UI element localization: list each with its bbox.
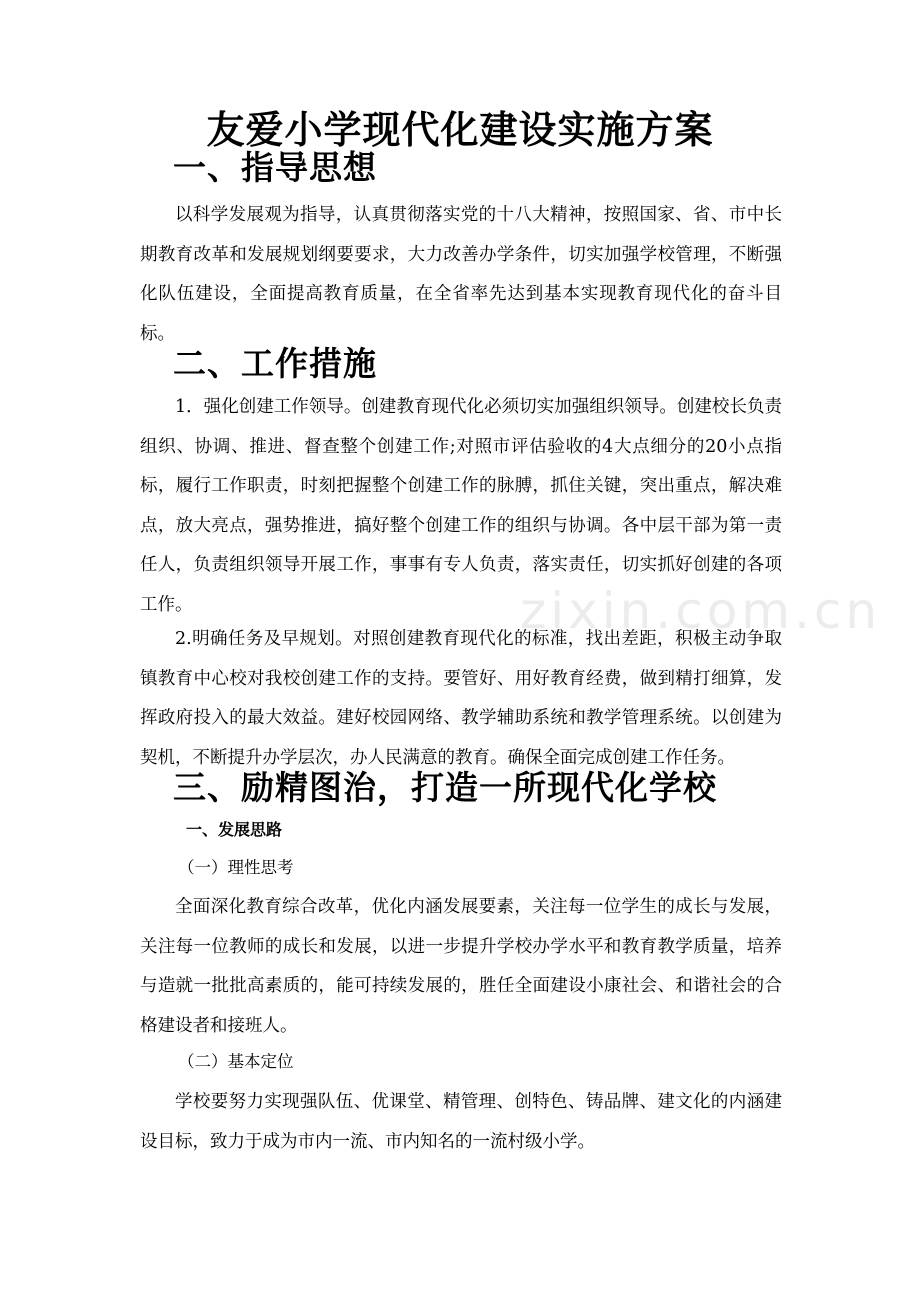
section-2-heading: 二、工作措施 xyxy=(173,344,377,383)
part-2-paragraph: 学校要努力实现强队伍、优课堂、精管理、创特色、铸品牌、建文化的内涵建设目标，致力于成为市内一流、市内知名的一流村级小学。 xyxy=(140,1092,782,1152)
section-1-paragraph: 以科学发展观为指导，认真贯彻落实党的十八大精神，按照国家、省、市中长期教育改革和发展规划纲要要求，大力改善办学条件，切实加强学校管理，不断强化队伍建设，全面提高教育质量，在全省率先达到基本实现教育现代化的奋斗目标。 xyxy=(140,205,782,344)
section-2-paragraph-1: 1．强化创建工作领导。创建教育现代化必须切实加强组织领导。创建校长负责组织、协调、推进、督查整个创建工作;对照市评估验收的4大点细分的20小点指标，履行工作职责，时刻把握整个创建工作的脉膊，抓住关键，突出重点，解决难点，放大亮点，强势推进，搞好整个创建工作的组织与协调。各中层干部为第一责任人，负责组织领导开展工作，事事有专人负责，落实责任，切实抓好创建的各项工作。 xyxy=(140,397,782,615)
section-3-subheading: 一、发展思路 xyxy=(186,820,283,839)
part-2-label: （二）基本定位 xyxy=(178,1052,294,1071)
part-1-paragraph: 全面深化教育综合改革，优化内涵发展要素，关注每一位学生的成长与发展，关注每一位教师的成长和发展，以进一步提升学校办学水平和教育教学质量，培养与造就一批批高素质的，能可持续发展的，胜任全面建设小康社会、和谐社会的合格建设者和接班人。 xyxy=(140,897,782,1036)
watermark: zixin.com.cn xyxy=(520,582,882,640)
section-2-paragraph-2: 2.明确任务及早规划。对照创建教育现代化的标准，找出差距，积极主动争取镇教育中心校对我校创建工作的支持。要管好、用好教育经费，做到精打细算，发挥政府投入的最大效益。建好校园网络、教学辅助系统和教学管理系统。以创建为契机，不断提升办学层次，办人民满意的教育。确保全面完成创建工作任务。 xyxy=(140,629,782,768)
document-title: 友爱小学现代化建设实施方案 xyxy=(206,108,714,152)
section-3-heading: 三、励精图治，打造一所现代化学校 xyxy=(173,768,717,807)
section-1-heading: 一、指导思想 xyxy=(173,148,377,187)
part-1-label: （一）理性思考 xyxy=(178,858,294,877)
